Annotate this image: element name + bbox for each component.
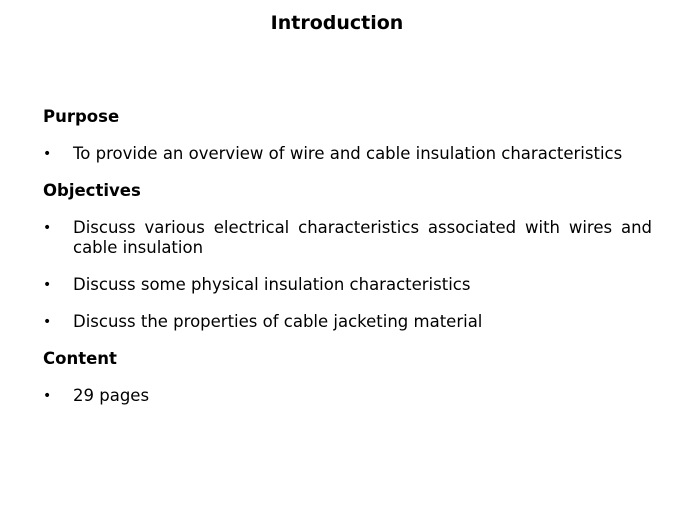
bullet-item <box>43 144 652 164</box>
bullet-icon: • <box>43 277 52 293</box>
bullet-item <box>43 218 652 258</box>
section-heading-purpose: Purpose <box>43 107 120 126</box>
section-purpose <box>43 107 652 164</box>
bullet-text: To provide an overview of wire and cable insulation characteristics <box>73 144 623 163</box>
bullet-item <box>43 275 652 295</box>
bullet-item <box>43 386 652 406</box>
bullet-icon: • <box>43 314 52 330</box>
section-content <box>43 349 652 406</box>
bullet-list-content <box>43 386 652 406</box>
section-objectives <box>43 181 652 332</box>
section-heading-content: Content <box>43 349 117 368</box>
section-heading-objectives: Objectives <box>43 181 141 200</box>
bullet-list-objectives <box>43 218 652 332</box>
bullet-list-purpose <box>43 144 652 164</box>
slide-content <box>43 107 652 406</box>
slide-title: Introduction <box>270 12 404 34</box>
bullet-text: Discuss various electrical characteristics associated with wires and cable insulation <box>73 218 652 257</box>
bullet-text: 29 pages <box>73 386 150 405</box>
bullet-icon: • <box>43 220 52 236</box>
bullet-icon: • <box>43 146 52 162</box>
bullet-icon: • <box>43 388 52 404</box>
bullet-item <box>43 312 652 332</box>
bullet-text: Discuss the properties of cable jacketing material <box>73 312 483 331</box>
bullet-text: Discuss some physical insulation characteristics <box>73 275 471 294</box>
